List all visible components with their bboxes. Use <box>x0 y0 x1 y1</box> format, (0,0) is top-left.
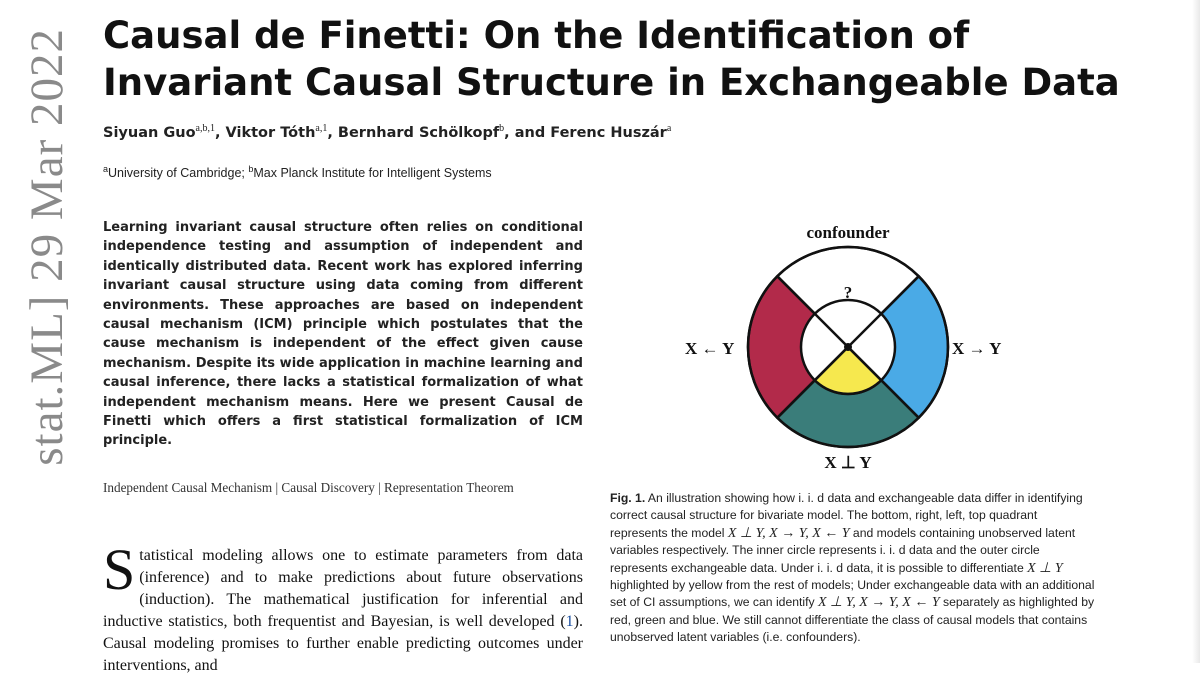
author-separator: , <box>214 124 226 141</box>
caption-text: An illustration showing how i. i. d data and exchangeable data differ in identifying correct causal structure for bivariate model. The bottom, right, left, top quadrant represents the model <box>610 491 1083 540</box>
author-affil-sup: a,1 <box>315 123 328 134</box>
drop-cap: S <box>103 537 136 602</box>
affil-a-text: University of Cambridge; <box>108 166 249 181</box>
intro-text-part2: ). Causal modeling promises to further enable predicting outcomes under interventions, and <box>103 613 583 674</box>
intro-text-part1: tatistical modeling allows one to estimate parameters from data (inference) and to make predictions about future observations (induction). The mathematical justification for inferential and inductive statistics, both frequentist and Bayesian, is well developed ( <box>103 547 583 630</box>
arxiv-sidebar <box>14 0 80 663</box>
title-line-1: Causal de Finetti: On the Identification of <box>103 14 970 57</box>
abstract: Learning invariant causal structure often relies on conditional independence testing and assumption of independent and identically distributed data. Recent work has explored inferring invariant causal structure using data coming from different environments. These approaches are based on independent causal mechanism (ICM) principle which postulates that the cause mechanism is independent of the effect given cause mechanism. Despite its wide application in machine learning and causal inference, there lacks a statistical formalization of what independent mechanism means. Here we present Causal de Finetti which offers a first statistical formalization of ICM principle. <box>103 220 583 449</box>
affiliations <box>103 164 492 180</box>
paper-title <box>103 12 1183 106</box>
author-affil-sup: b <box>499 123 505 134</box>
intro-paragraph <box>103 537 583 674</box>
caption-label: Fig. 1. <box>610 491 646 505</box>
citation-link[interactable]: 1 <box>565 613 574 630</box>
author-name: Viktor Tóth <box>225 124 316 141</box>
caption-math: X ⊥ Y <box>1027 560 1063 576</box>
author-affil-sup: a,b,1 <box>195 123 215 134</box>
caption-math: X ⊥ Y, X → Y, X ← Y <box>727 525 850 541</box>
figure-caption <box>610 490 1098 647</box>
keywords: Independent Causal Mechanism | Causal Discovery | Representation Theorem <box>103 480 514 495</box>
affil-a-sup: a <box>103 164 109 174</box>
author-affil-sup: a <box>666 123 672 134</box>
author-name: Ferenc Huszár <box>550 124 667 141</box>
figure-label-left: X ← Y <box>685 339 735 358</box>
caption-math: X ⊥ Y, X → Y, X ← Y <box>817 595 940 611</box>
arxiv-stamp: stat.ML] 29 Mar 2022 <box>21 28 73 466</box>
page-edge-shadow <box>1192 0 1200 663</box>
caption-text: highlighted by yellow from the rest of models; Under exchangeable data with an additional set of CI assumptions, we can identify <box>610 578 1095 610</box>
author-list <box>103 123 671 141</box>
question-mark: ? <box>843 283 853 302</box>
caption-text: and models containing unobserved latent variables respectively. The inner circle represents i. i. d data and the outer circle represents exchangeable data. Under i. i. d data, it is possible to differentiate <box>610 525 1076 575</box>
figure-label-bottom: X ⊥ Y <box>824 453 872 472</box>
affil-b-text: Max Planck Institute for Intelligent Systems <box>253 166 492 181</box>
title-line-2: Invariant Causal Structure in Exchangeable Data <box>103 61 1120 104</box>
author-name: Bernhard Schölkopf <box>337 124 500 141</box>
center-dot <box>844 343 852 351</box>
author-separator: , and <box>504 124 551 141</box>
figure-label-top: confounder <box>806 223 890 242</box>
affil-b-sup: b <box>248 164 254 174</box>
figure-label-right: X → Y <box>952 339 1002 358</box>
author-separator: , <box>327 124 338 141</box>
author-name: Siyuan Guo <box>103 124 196 141</box>
caption-text: separately as highlighted by red, green and blue. We still cannot differentiate the class of causal models that contains unobserved latent variables (i.e. confounders). <box>610 595 1095 645</box>
causal-structure-figure <box>660 210 1050 480</box>
